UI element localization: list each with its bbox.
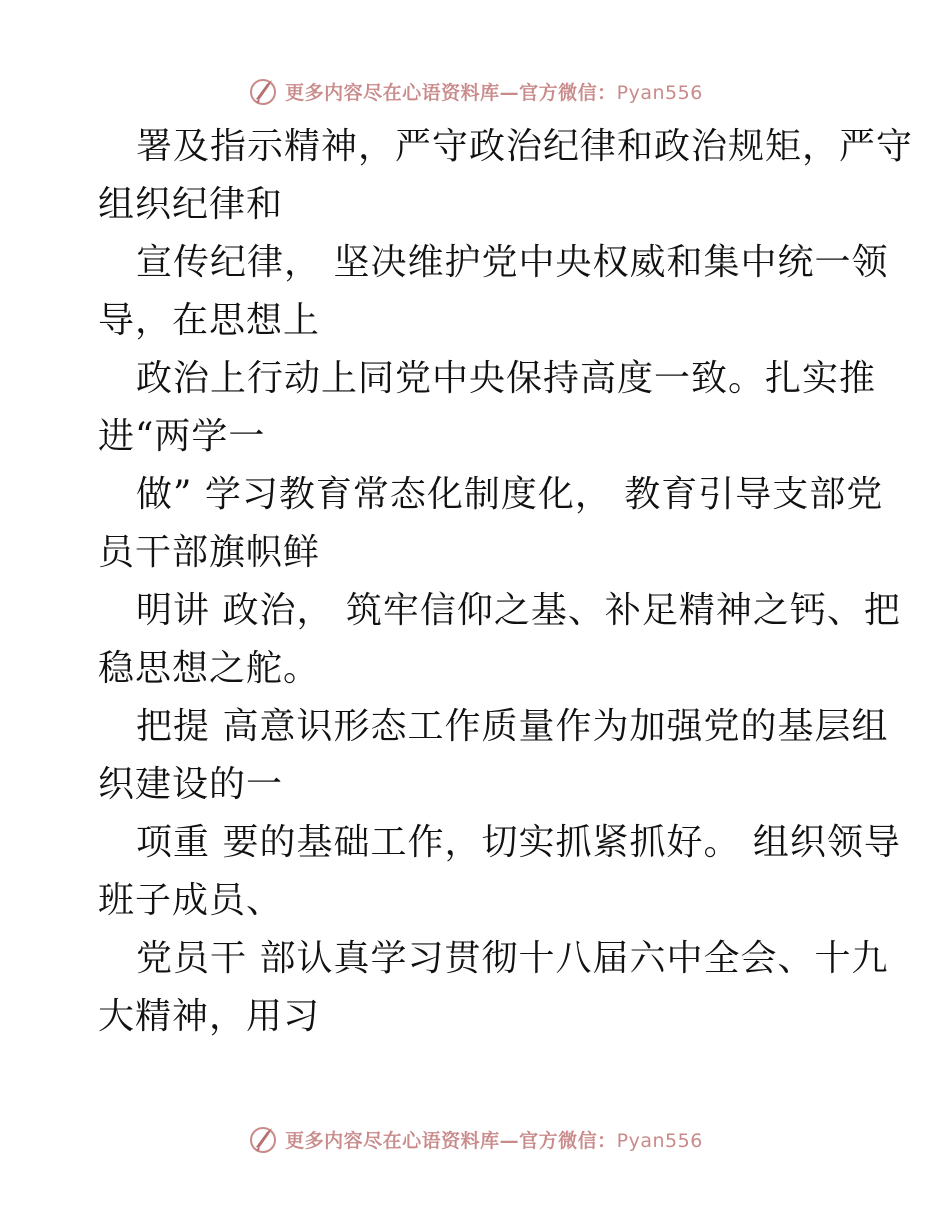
text-line-6: 进“两学一 (98, 416, 266, 457)
footer-watermark-id: Pyan556 (616, 1129, 703, 1152)
header-watermark (0, 71, 950, 111)
text-line-13: 项重 要的基础工作，切实抓紧抓好。 组织领导 (136, 822, 901, 863)
header-watermark-inner (247, 75, 703, 107)
header-watermark-id: Pyan556 (616, 81, 703, 104)
text-line-2: 组织纪律和 (98, 184, 284, 225)
text-line-11: 把提 高意识形态工作质量作为加强党的基层组 (136, 706, 889, 747)
text-line-15: 党员干 部认真学习贯彻十八届六中全会、十九 (136, 938, 889, 979)
quill-logo-icon (247, 75, 279, 107)
header-watermark-text (285, 78, 703, 105)
text-line-14: 班子成员、 (98, 880, 284, 921)
text-line-5: 政治上行动上同党中央保持高度一致。扎实推 (136, 358, 877, 399)
text-line-8: 员干部旗帜鲜 (98, 532, 321, 573)
text-line-10: 稳思想之舵。 (98, 648, 321, 689)
text-line-1: 署及指示精神，严守政治纪律和政治规矩，严守 (136, 126, 914, 167)
text-line-7: 做” 学习教育常态化制度化， 教育引导支部党 (136, 474, 884, 515)
text-line-4: 导，在思想上 (98, 300, 321, 341)
footer-watermark-text (285, 1126, 703, 1153)
text-line-3: 宣传纪律， 坚决维护党中央权威和集中统一领 (136, 242, 889, 283)
text-line-12: 织建设的一 (98, 764, 284, 805)
document-body (98, 118, 914, 1046)
text-line-16: 大精神，用习 (98, 996, 321, 1037)
footer-watermark-label: 更多内容尽在心语资料库—官方微信： (285, 1129, 617, 1152)
text-line-9: 明讲 政治， 筑牢信仰之基、补足精神之钙、把 (136, 590, 901, 631)
header-watermark-label: 更多内容尽在心语资料库—官方微信： (285, 81, 617, 104)
footer-watermark-inner (247, 1123, 703, 1155)
quill-logo-icon (247, 1123, 279, 1155)
footer-watermark (0, 1119, 950, 1159)
